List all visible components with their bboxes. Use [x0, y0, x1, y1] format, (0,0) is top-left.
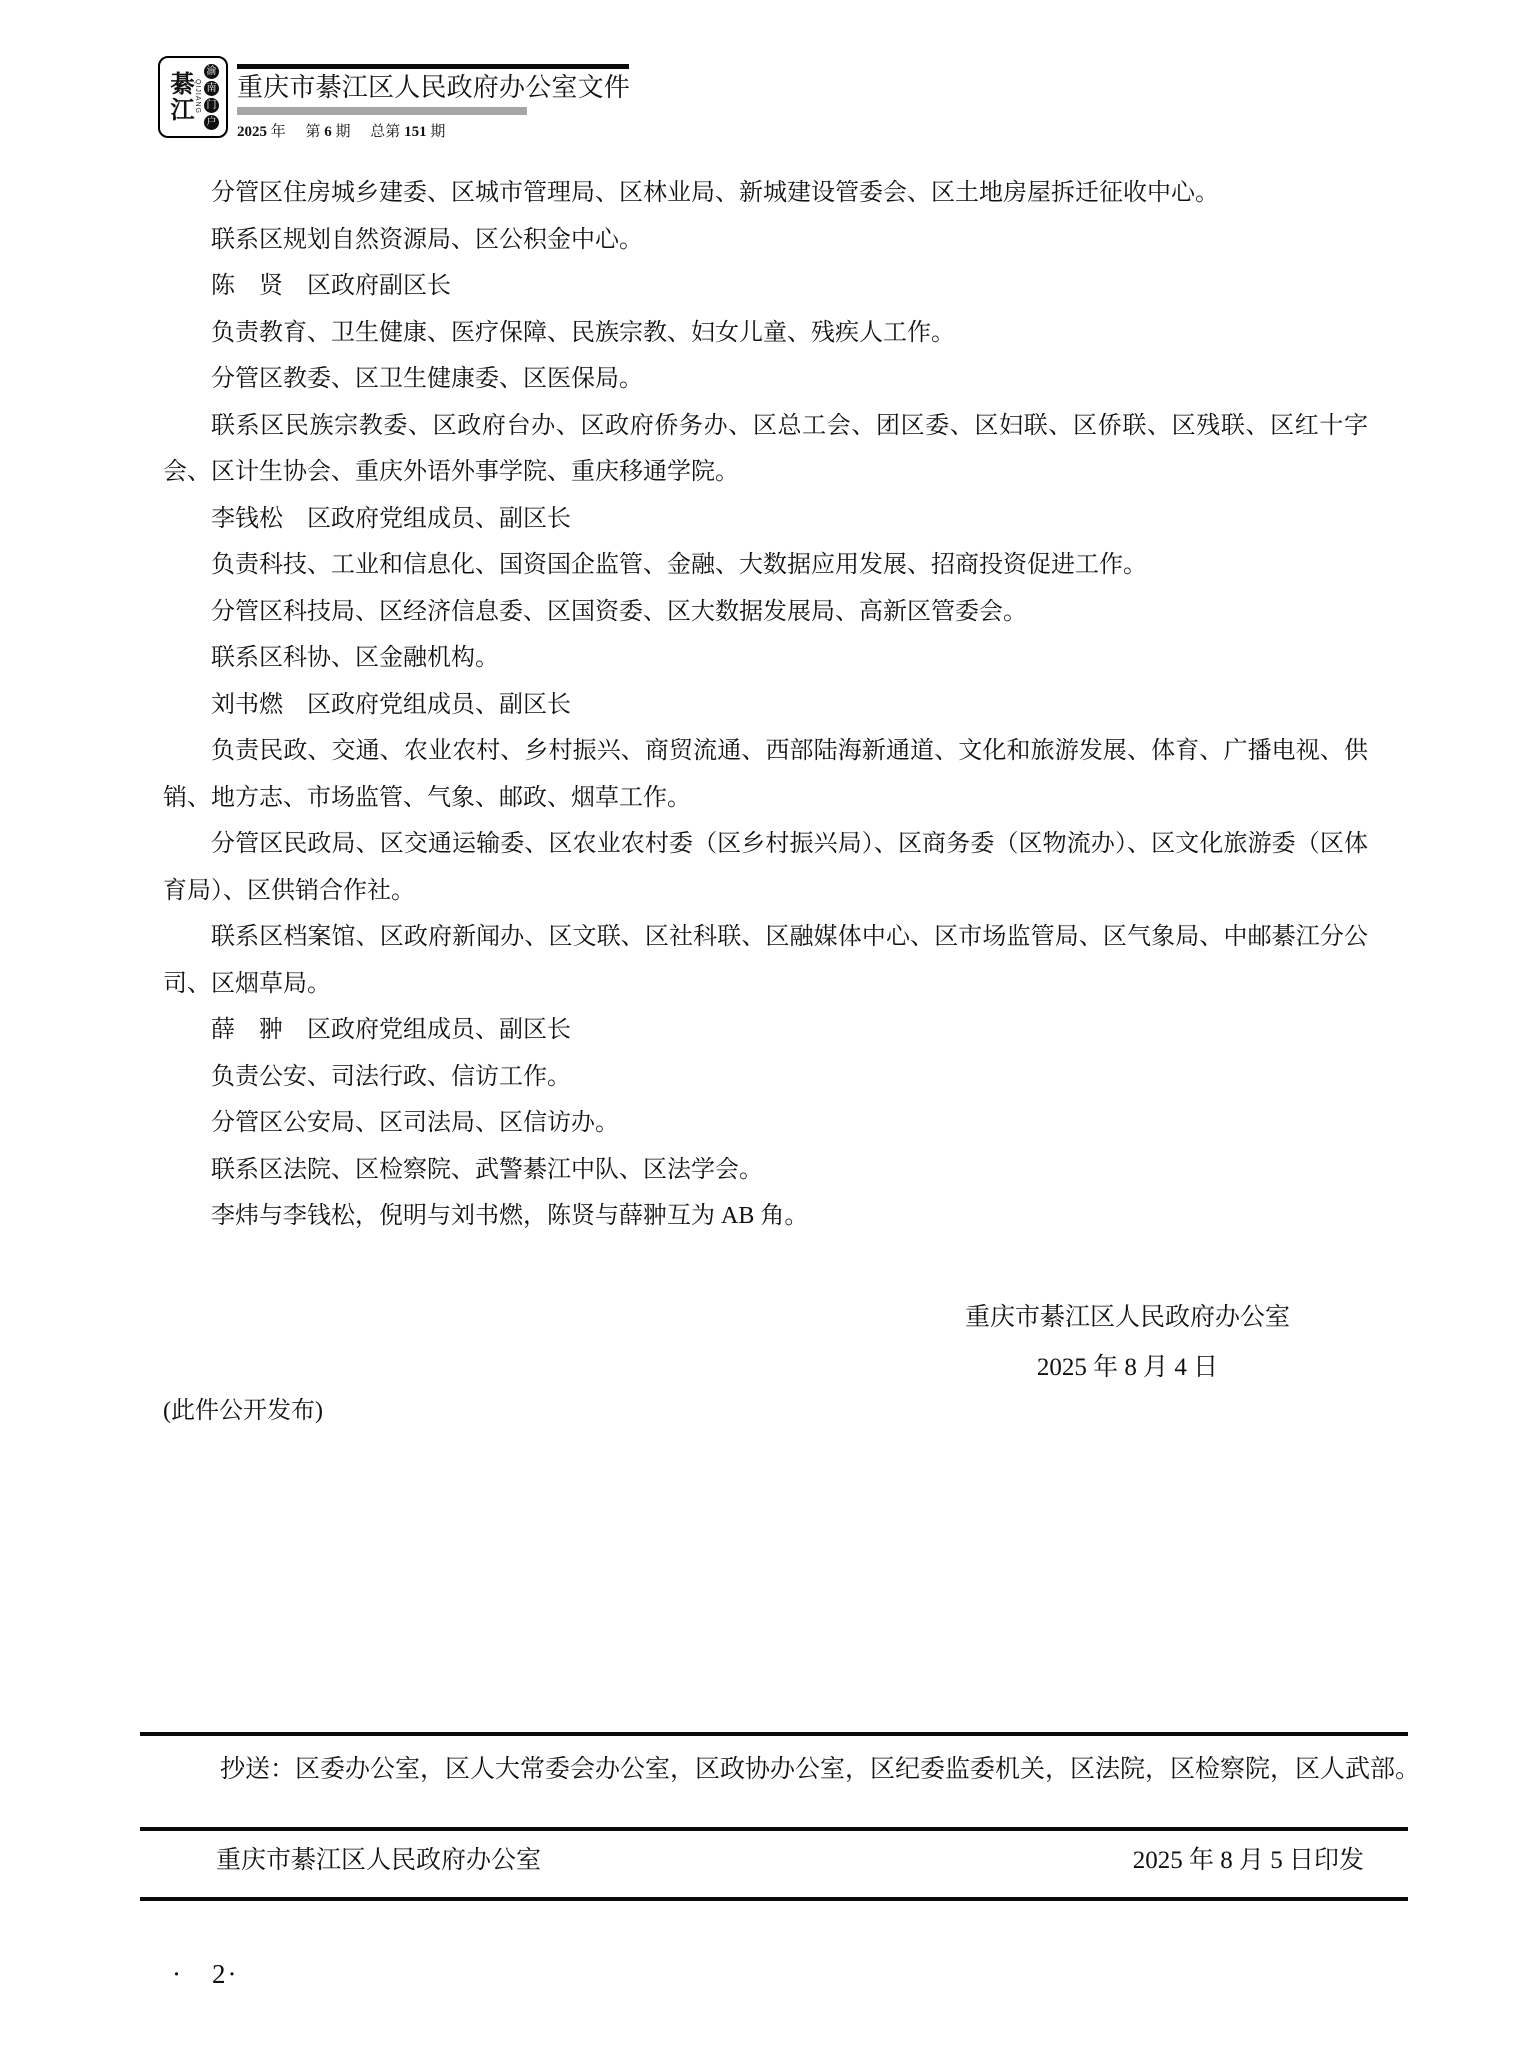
body-paragraph: 负责民政、交通、农业农村、乡村振兴、商贸流通、西部陆海新通道、文化和旅游发展、体育、广播电视、供销、地方志、市场监管、气象、邮政、烟草工作。: [163, 738, 1368, 811]
public-release-note: (此件公开发布): [163, 1398, 323, 1424]
printing-date: 2025 年 8 月 5 日印发: [1132, 1847, 1364, 1874]
body-paragraph: 分管区住房城乡建委、区城市管理局、区林业局、新城建设管委会、区土地房屋拆迁征收中心。: [211, 180, 1219, 206]
masthead-top-rule: [237, 64, 629, 69]
qijiang-logo: [158, 56, 228, 138]
body-paragraph: 李炜与李钱松，倪明与刘书燃，陈贤与薛翀互为 AB 角。: [211, 1203, 809, 1229]
body-paragraph: 负责科技、工业和信息化、国资国企监管、金融、大数据应用发展、招商投资促进工作。: [211, 552, 1147, 578]
logo-seal-column: [204, 64, 219, 130]
signature-date: 2025 年 8 月 4 日: [1036, 1354, 1219, 1381]
masthead-gray-rule: [237, 107, 527, 115]
body-paragraph: 刘书燃 区政府党组成员、副区长: [211, 691, 571, 718]
body-paragraph: 薛 翀 区政府党组成员、副区长: [211, 1017, 571, 1043]
printing-org: 重庆市綦江区人民政府办公室: [216, 1847, 542, 1874]
signature-block: [965, 1293, 1290, 1393]
logo-seal-char: 南: [204, 81, 219, 96]
document-title: 重庆市綦江区人民政府办公室文件: [237, 73, 631, 102]
print-line: [216, 1845, 1364, 1877]
body-paragraph: 负责公安、司法行政、信访工作。: [211, 1063, 571, 1090]
logo-seal-char: 户: [204, 115, 219, 130]
logo-pinyin-vertical: QIJIANG: [194, 79, 201, 115]
body-paragraph: 联系区规划自然资源局、区公积金中心。: [211, 226, 643, 253]
body-paragraph: 联系区民族宗教委、区政府台办、区政府侨务办、区总工会、团区委、区妇联、区侨联、区残联、区红十字会、区计生协会、重庆外语外事学院、重庆移通学院。: [163, 412, 1368, 485]
issue-number: 第 6 期: [305, 124, 351, 140]
body-paragraph: 分管区公安局、区司法局、区信访办。: [211, 1110, 619, 1136]
cc-label: 抄送：: [220, 1756, 296, 1783]
body-paragraph: 陈 贤 区政府副区长: [211, 273, 451, 299]
colophon-rule-bottom: [140, 1897, 1408, 1901]
masthead: [237, 64, 629, 141]
issue-total: 总第 151 期: [370, 124, 446, 140]
document-body: [163, 170, 1368, 1240]
issue-year: 2025 年: [237, 124, 286, 140]
logo-seal-char: 门: [204, 98, 219, 113]
body-paragraph: 分管区教委、区卫生健康委、区医保局。: [211, 366, 643, 392]
body-paragraph: 分管区科技局、区经济信息委、区国资委、区大数据发展局、高新区管委会。: [211, 598, 1027, 625]
body-paragraph: 联系区科协、区金融机构。: [211, 645, 499, 671]
cc-text: 区委办公室，区人大常委会办公室，区政协办公室，区纪委监委机关，区法院，区检察院，区人武部。: [295, 1756, 1421, 1783]
body-paragraph: 联系区档案馆、区政府新闻办、区文联、区社科联、区融媒体中心、区市场监管局、区气象局、中邮綦江分公司、区烟草局。: [163, 924, 1368, 997]
body-paragraph: 李钱松 区政府党组成员、副区长: [211, 505, 571, 532]
colophon-rule-top: [140, 1732, 1408, 1736]
logo-seal-char: 渝: [204, 64, 219, 79]
body-paragraph: 分管区民政局、区交通运输委、区农业农村委（区乡村振兴局）、区商务委（区物流办）、区文化旅游委（区体育局）、区供销合作社。: [163, 831, 1368, 904]
issue-info: [237, 120, 629, 141]
cc-block: [220, 1748, 1425, 1792]
signature-org: 重庆市綦江区人民政府办公室: [964, 1304, 1290, 1331]
colophon-rule-middle: [140, 1827, 1408, 1831]
logo-name-vertical: 綦江: [166, 71, 192, 123]
body-paragraph: 联系区法院、区检察院、武警綦江中队、区法学会。: [211, 1156, 763, 1183]
page-number: · 2·: [172, 1959, 239, 1989]
body-paragraph: 负责教育、卫生健康、医疗保障、民族宗教、妇女儿童、残疾人工作。: [211, 319, 955, 346]
